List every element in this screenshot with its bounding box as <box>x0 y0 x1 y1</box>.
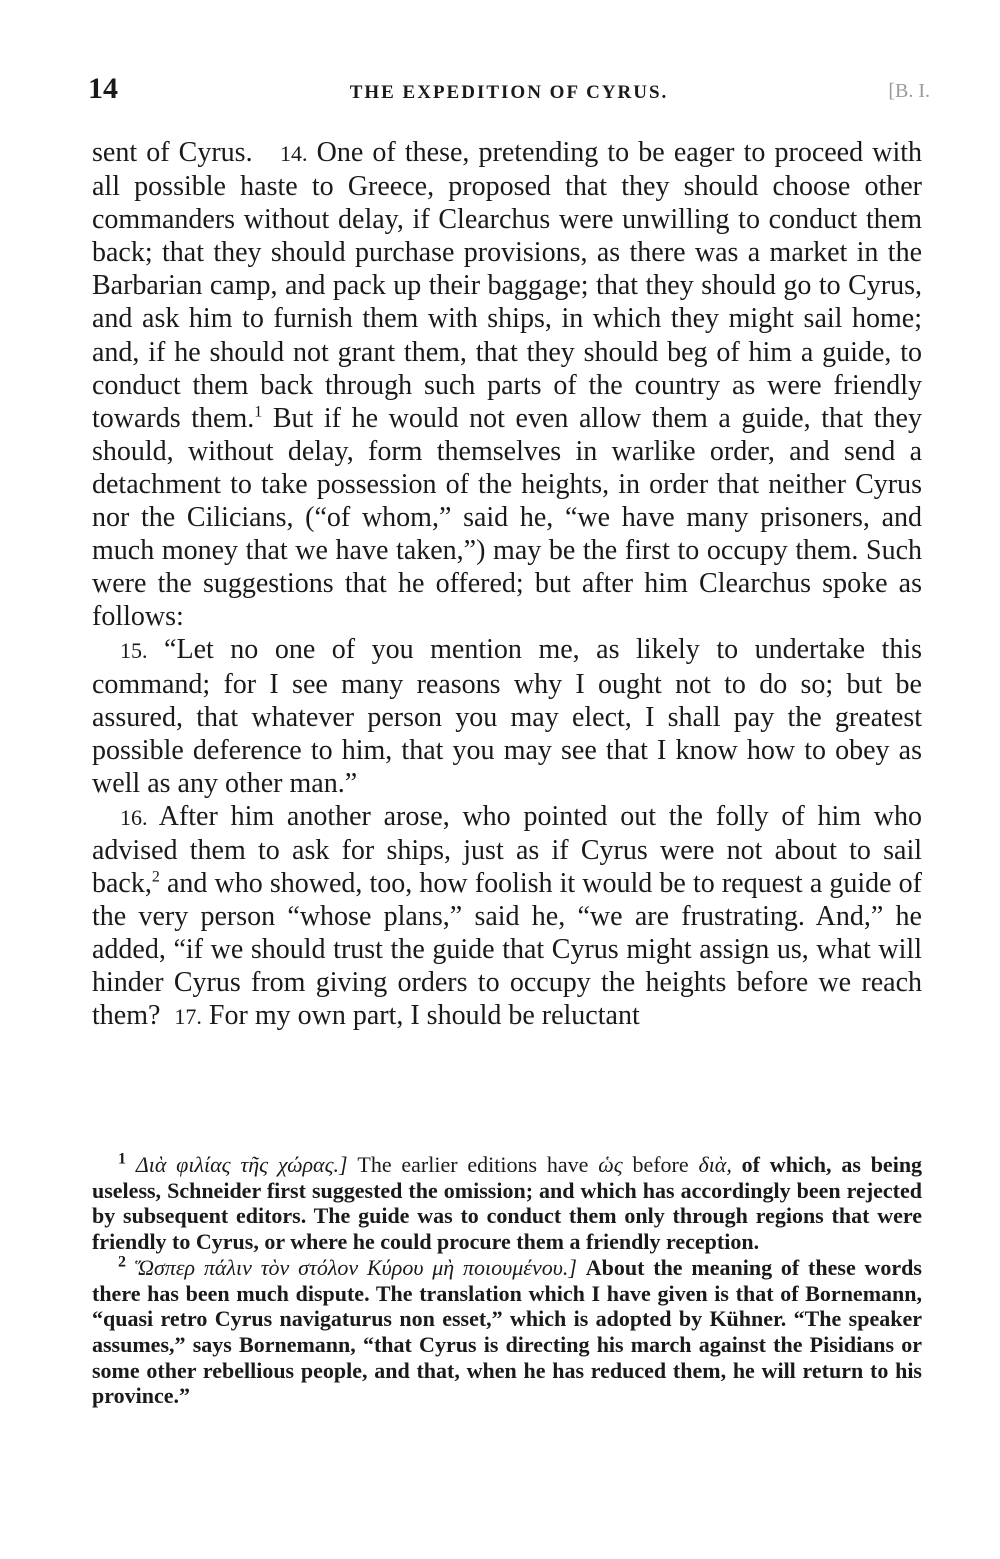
text-span: and who showed, too, how foolish it would be to request a guide of the very person “whose plans,” said he, “we are frustrating. And,” he added, “if we should trust the guide that Cyrus might assign us, what will hinder Cyrus from giving orders to occupy the heights before we reach them? <box>92 868 923 1032</box>
text-span: But if he would not even allow them a guide, that they should, without delay, form themselves in warlike order, and send a detachment to take possession of the heights, in order that neither Cyrus nor the Cilicians, (“of whom,” said he, “we have many prisoners, and much money that we have taken,”) may be the first to occupy them. Such were the suggestions that he offered; but after him Clearchus spoke as follows: <box>92 402 922 633</box>
greek-phrase: Διὰ φιλίας τῆς χώρας.] <box>135 1152 348 1177</box>
text-span: sent of Cyrus. <box>92 137 253 168</box>
book-reference: [B. I. <box>888 80 930 102</box>
text-span: One of these, pretending to be eager to proceed with all possible haste to Greece, proposed that they should choose other commanders without delay, if Clearchus were unwilling to conduct them back; that they should purchase provisions, as there was a market in the Barbarian camp, and pack up their baggage; that they should go to Cyrus, and ask him to furnish them with ships, in which they might sail home; and, if he should not grant them, that they should beg of him a guide, to conduct them back through such parts of the country as were friendly towards them. <box>92 137 923 434</box>
footnote-1 <box>92 1152 922 1255</box>
text-span: before <box>632 1152 689 1177</box>
paragraph-15 <box>92 633 922 799</box>
page-header <box>88 72 930 112</box>
footnote-marker: 2 <box>118 1253 126 1271</box>
section-number: 17. <box>174 1004 202 1030</box>
section-number: 14. <box>279 141 308 166</box>
text-span: After him another arose, who pointed out the folly of him who advised them to ask for ships, just as if Cyrus were not about to sail back, <box>92 800 922 900</box>
footnotes <box>92 1152 922 1409</box>
greek-phrase: διὰ, <box>698 1152 732 1177</box>
greek-phrase: ὡς <box>598 1152 623 1177</box>
section-number: 15. <box>120 638 148 664</box>
page-number: 14 <box>88 72 118 105</box>
text-span: About the meaning of these words there has been much dispute. The translation which I have given is that of Bornemann, “quasi retro Cyrus navigaturus non esset,” which is adopted by Kühner. “The speaker assumes,” says Bornemann, “that Cyrus is directing his march against the Pisidians or some other rebellious people, and that, when he has reduced them, he will return to his province.” <box>92 1254 922 1409</box>
text-span: “Let no one of you mention me, as likely to undertake this command; for I see many reasons why I ought not to do so; but be assured, that whatever person you may elect, I shall pay the greatest possible deference to him, that you may see that I know how to obey as well as any other man.” <box>92 634 922 799</box>
running-title: THE EXPEDITION OF CYRUS. <box>349 82 669 103</box>
section-number: 16. <box>120 804 148 830</box>
greek-phrase: Ὥσπερ πάλιν τὸν στόλον Κύρου μὴ ποιουμένου.] <box>134 1254 577 1280</box>
text-span: The earlier editions have <box>357 1152 589 1177</box>
main-text <box>92 136 922 1034</box>
paragraph-14 <box>92 136 922 633</box>
text-span: For my own part, I should be reluctant <box>208 1000 640 1032</box>
footnote-2 <box>92 1255 922 1409</box>
footnote-marker: 1 <box>254 403 263 421</box>
footnote-marker: 1 <box>118 1150 126 1168</box>
footnote-marker: 2 <box>151 868 160 886</box>
paragraph-16 <box>92 800 922 1034</box>
text-span: of which, as being useless, Schneider first suggested the omission; and which has accordingly been rejected by subsequent editors. The guide was to conduct them only through regions that were friendly to Cyrus, or where he could procure them a friendly reception. <box>92 1152 923 1255</box>
